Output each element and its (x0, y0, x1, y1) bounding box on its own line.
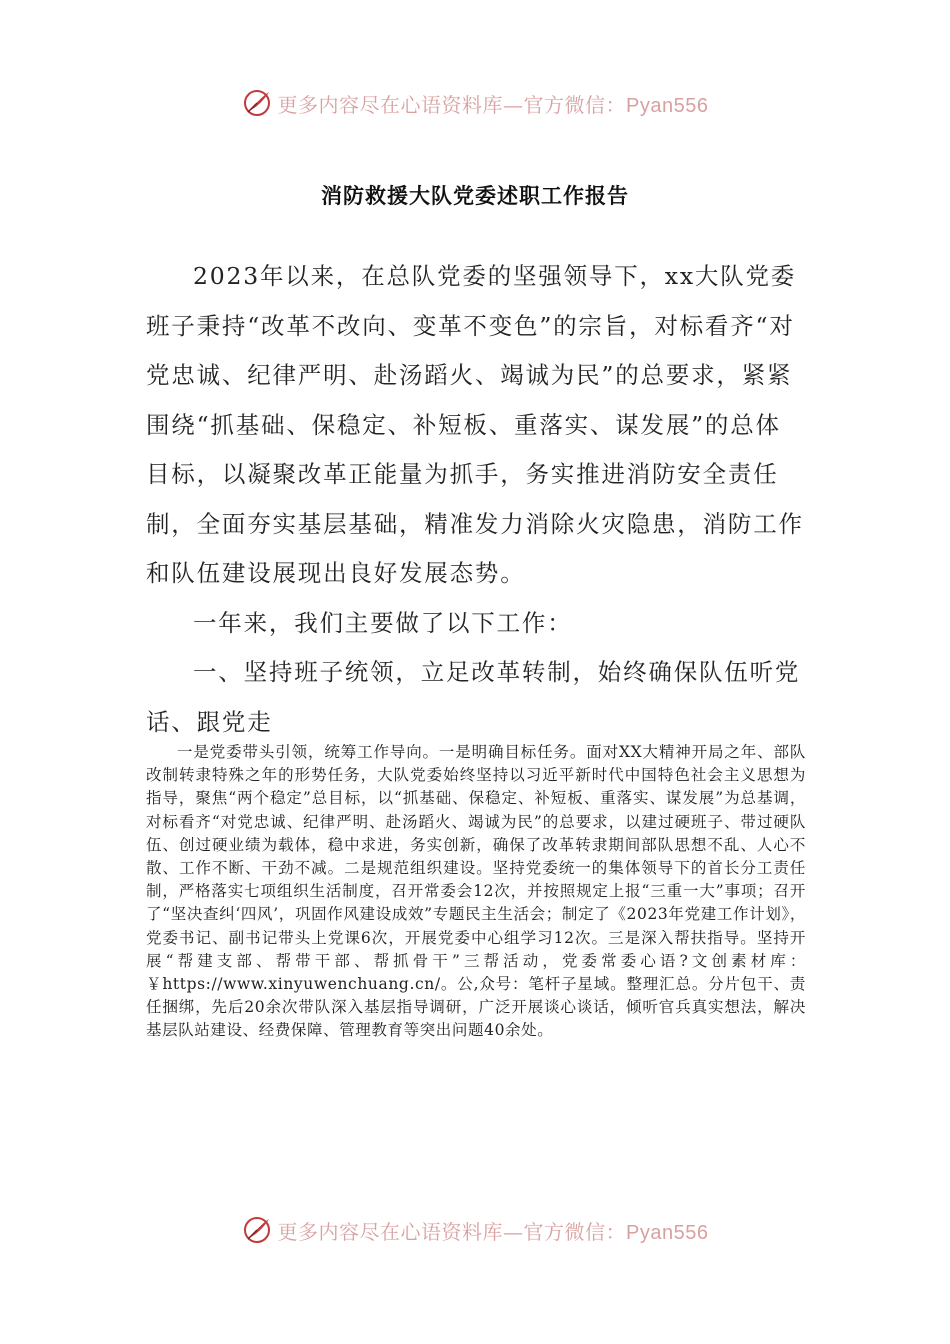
section-1-body-paragraph: 一是党委带头引领，统筹工作导向。一是明确目标任务。面对XX大精神开局之年、部队改制转隶特殊之年的形势任务，大队党委始终坚持以习近平新时代中国特色社会主义思想为指导，聚焦“两个稳定”总目标，以“抓基础、保稳定、补短板、重落实、谋发展”为总基调，对标看齐“对党忠诚、纪律严明、赴汤蹈火、竭诚为民”的总要求，以建过硬班子、带过硬队伍、创过硬业绩为载体，稳中求进，务实创新，确保了改革转隶期间部队思想不乱、人心不散、工作不断、干劲不减。二是规范组织建设。坚持党委统一的集体领导下的首长分工责任制，严格落实七项组织生活制度，召开常委会12次，并按照规定上报“三重一大”事项；召开了“坚决查纠‘四风’，巩固作风建设成效”专题民主生活会；制定了《2023年党建工作计划》，党委书记、副书记带头上党课6次，开展党委中心组学习12次。三是深入帮扶指导。坚持开展“帮建支部、帮带干部、帮抓骨干”三帮活动，党委常委心语?文创素材库：￥https://www.xinyuwenchuang.cn/。公,众号：笔杆子星域。整理汇总。分片包干、责任捆绑，先后20余次带队深入基层指导调研，广泛开展谈心谈话，倾听官兵真实想法，解决基层队站建设、经费保障、管理教育等突出问题40余处。 (146, 743, 806, 1040)
banner-label: 更多内容尽在心语资料库—官方微信： (277, 1219, 627, 1244)
document-title: 消防救援大队党委述职工作报告 (321, 183, 629, 208)
banner-label: 更多内容尽在心语资料库—官方微信： (277, 92, 627, 117)
intro-paragraph: 2023年以来，在总队党委的坚强领导下，xx大队党委班子秉持“改革不改向、变革不变色”的宗旨，对标看齐“对党忠诚、纪律严明、赴汤蹈火、竭诚为民”的总要求，紧紧围绕“抓基础、保稳定、补短板、重落实、谋发展”的总体目标，以凝聚改革正能量为抓手，务实推进消防安全责任制，全面夯实基层基础，精准发力消除火灾隐患，消防工作和队伍建设展现出良好发展态势。 (146, 262, 804, 587)
wechat-id: Pyan556 (626, 94, 709, 117)
feather-pen-logo-icon (242, 1215, 272, 1245)
banner-text (278, 89, 709, 118)
banner-text (278, 1216, 709, 1245)
section-1-body (146, 741, 806, 1043)
feather-pen-logo-icon (242, 88, 272, 118)
lead-section (146, 252, 806, 747)
section-1-heading: 一、坚持班子统领，立足改革转制，始终确保队伍听党话、跟党走 (146, 658, 801, 736)
wechat-id: Pyan556 (626, 1221, 709, 1244)
lead-in-paragraph: 一年来，我们主要做了以下工作： (193, 608, 573, 637)
footer-banner (0, 1210, 950, 1250)
header-banner (0, 83, 950, 123)
